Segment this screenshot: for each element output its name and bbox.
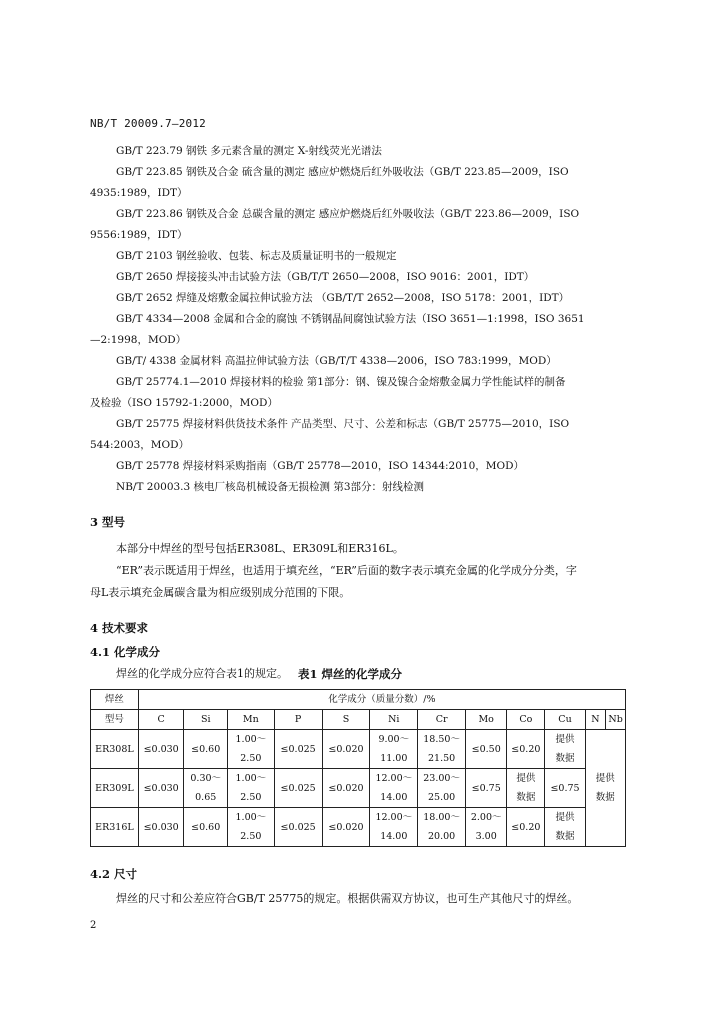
reference-line: GB/T 223.79 钢铁 多元素含量的测定 X-射线荧光光谱法 [116, 145, 382, 157]
table-cell: 25.00 [418, 788, 466, 808]
reference-line: GB/T 2103 钢丝验收、包装、标志及质量证明书的一般规定 [116, 250, 397, 262]
column-header: P [274, 710, 322, 730]
column-header: Cu [545, 710, 585, 730]
document-header: NB/T 20009.7—2012 [90, 117, 206, 130]
reference-line: 4935:1989，IDT） [90, 187, 188, 199]
column-header: Cr [418, 710, 466, 730]
column-header: C [138, 710, 184, 730]
reference-line: GB/T 223.86 钢铁及合金 总碳含量的测定 感应炉燃烧后红外吸收法（GB/T 223.86—2009，ISO [116, 208, 580, 220]
table-cell: 9.00～ [370, 730, 418, 750]
table-cell: 1.00～ [227, 730, 274, 750]
table-cell: 21.50 [418, 749, 466, 769]
reference-line: GB/T/ 4338 金属材料 高温拉伸试验方法（GB/T/T 4338—2006，ISO 783:1999，MOD） [116, 355, 557, 367]
reference-line: GB/T 25774.1—2010 焊接材料的检验 第1部分：钢、镍及镍合金熔敷金属力学性能试样的制备 [116, 376, 566, 388]
column-header: Mo [466, 710, 507, 730]
table-cell: 数据 [507, 788, 545, 808]
section-4-title: 4 技术要求 [90, 621, 149, 635]
section-4-1-title: 4.1 化学成分 [90, 645, 161, 659]
table-cell-nnb [585, 730, 625, 847]
table-cell: 12.00～ [370, 769, 418, 789]
table-cell: 23.00～ [418, 769, 466, 789]
reference-line: GB/T 4334—2008 金属和合金的腐蚀 不锈钢晶间腐蚀试验方法（ISO 3651—1:1998，ISO 3651 [116, 313, 585, 325]
table-cell: ≤0.020 [322, 730, 370, 769]
chemical-composition-table [90, 689, 626, 847]
reference-line: 9556:1989，IDT） [90, 229, 188, 241]
table-cell: ≤0.025 [274, 769, 322, 808]
table-cell-model: ER309L [91, 769, 139, 808]
table-cell: 1.00～ [227, 769, 274, 789]
table-cell: ≤0.75 [545, 769, 585, 808]
header-composition: 化学成分（质量分数）/% [138, 690, 625, 710]
table-cell: 2.50 [227, 788, 274, 808]
table-cell: 1.00～ [227, 808, 274, 828]
table-cell: 18.00～ [418, 808, 466, 828]
table-cell: ≤0.030 [138, 808, 184, 847]
reference-line: GB/T 25775 焊接材料供货技术条件 产品类型、尺寸、公差和标志（GB/T 25775—2010，ISO [116, 418, 570, 430]
section-3-title: 3 型号 [90, 515, 126, 529]
reference-line: GB/T 2652 焊缝及熔敷金属拉伸试验方法 （GB/T/T 2652—2008，ISO 5178：2001，IDT） [116, 292, 570, 304]
column-header: Si [184, 710, 227, 730]
table-cell: ≤0.025 [274, 730, 322, 769]
column-header: Nb [606, 710, 626, 730]
section-3-paragraph: “ER”表示既适用于焊丝，也适用于填充丝，“ER”后面的数字表示填充金属的化学成分分类，字 [116, 564, 577, 577]
table-cell-model: ER316L [91, 808, 139, 847]
table-cell: ≤0.030 [138, 730, 184, 769]
table-cell: ≤0.50 [466, 730, 507, 769]
table-cell: ≤0.20 [507, 808, 545, 847]
column-header: Mn [227, 710, 274, 730]
nnb-line: 数据 [595, 792, 615, 803]
reference-line: 544:2003，MOD） [90, 439, 190, 451]
reference-line: —2:1998，MOD） [90, 334, 187, 346]
table-cell: 3.00 [466, 827, 507, 847]
table-cell: ≤0.020 [322, 808, 370, 847]
reference-line: GB/T 25778 焊接材料采购指南（GB/T 25778—2010，ISO 14344:2010，MOD） [116, 460, 525, 472]
column-header: S [322, 710, 370, 730]
table-cell: 提供 [507, 769, 545, 789]
table-cell: 2.50 [227, 749, 274, 769]
table-cell: 0.65 [184, 788, 227, 808]
table-cell: 提供 [545, 730, 585, 750]
column-header: N [585, 710, 606, 730]
table-cell: 14.00 [370, 827, 418, 847]
section-3-paragraph: 母L表示填充金属碳含量为相应级别成分范围的下限。 [90, 586, 351, 599]
header-model: 焊丝 [91, 690, 139, 710]
table-cell: ≤0.75 [466, 769, 507, 808]
table-cell: ≤0.020 [322, 769, 370, 808]
table-cell: ≤0.030 [138, 769, 184, 808]
section-4-1-text: 焊丝的化学成分应符合表1的规定。 [116, 667, 288, 680]
table-cell: 11.00 [370, 749, 418, 769]
table-cell: 2.50 [227, 827, 274, 847]
table-cell: 18.50～ [418, 730, 466, 750]
reference-line: GB/T 223.85 钢铁及合金 硫含量的测定 感应炉燃烧后红外吸收法（GB/T 223.85—2009，ISO [116, 166, 569, 178]
column-header: Co [507, 710, 545, 730]
section-3-paragraph: 本部分中焊丝的型号包括ER308L、ER309L和ER316L。 [116, 542, 404, 555]
table-cell: 14.00 [370, 788, 418, 808]
table-cell: ≤0.025 [274, 808, 322, 847]
table-cell: 数据 [545, 749, 585, 769]
reference-line: NB/T 20003.3 核电厂核岛机械设备无损检测 第3部分：射线检测 [116, 481, 425, 493]
header-model: 型号 [91, 710, 139, 730]
table-cell: ≤0.20 [507, 730, 545, 769]
table-cell: 2.00～ [466, 808, 507, 828]
table-cell: ≤0.60 [184, 808, 227, 847]
table-cell-model: ER308L [91, 730, 139, 769]
nnb-line: 提供 [595, 773, 615, 784]
table-cell: 20.00 [418, 827, 466, 847]
reference-line: 及检验（ISO 15792-1:2000，MOD） [90, 397, 278, 409]
reference-line: GB/T 2650 焊接接头冲击试验方法（GB/T/T 2650—2008，ISO 9016：2001，IDT） [116, 271, 535, 283]
column-header: Ni [370, 710, 418, 730]
table-caption: 表1 焊丝的化学成分 [298, 667, 403, 681]
table-cell: ≤0.60 [184, 730, 227, 769]
section-4-2-text: 焊丝的尺寸和公差应符合GB/T 25775的规定。根据供需双方协议，也可生产其他尺寸的焊丝。 [116, 892, 579, 905]
page-number: 2 [90, 920, 97, 931]
table-cell: 0.30～ [184, 769, 227, 789]
table-cell: 数据 [545, 827, 585, 847]
table-cell: 12.00～ [370, 808, 418, 828]
table-cell: 提供 [545, 808, 585, 828]
section-4-2-title: 4.2 尺寸 [90, 867, 138, 881]
